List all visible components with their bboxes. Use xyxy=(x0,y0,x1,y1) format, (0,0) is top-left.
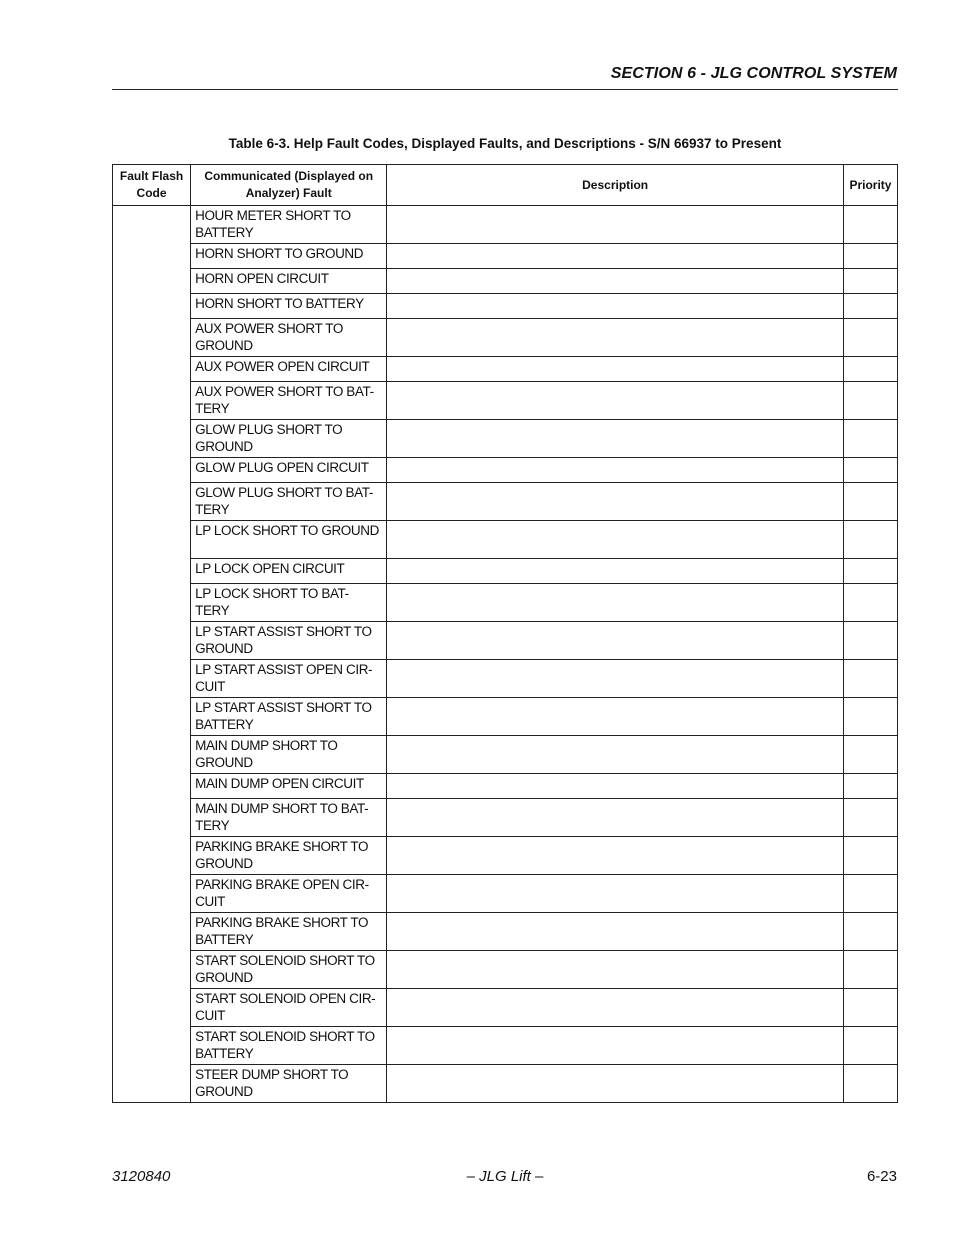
description-cell xyxy=(387,989,844,1027)
priority-cell xyxy=(843,458,897,483)
communicated-fault-cell: HORN SHORT TO BATTERY xyxy=(191,294,387,319)
description-cell xyxy=(387,206,844,244)
communicated-fault-cell: STEER DUMP SHORT TO GROUND xyxy=(191,1065,387,1103)
description-cell xyxy=(387,244,844,269)
table-row xyxy=(113,951,898,989)
communicated-fault-cell: HOUR METER SHORT TO BATTERY xyxy=(191,206,387,244)
table-row xyxy=(113,799,898,837)
priority-cell xyxy=(843,913,897,951)
table-row xyxy=(113,875,898,913)
description-cell xyxy=(387,420,844,458)
description-cell xyxy=(387,382,844,420)
description-cell xyxy=(387,875,844,913)
priority-cell xyxy=(843,244,897,269)
table-row xyxy=(113,420,898,458)
priority-cell xyxy=(843,420,897,458)
communicated-fault-cell: MAIN DUMP OPEN CIRCUIT xyxy=(191,774,387,799)
communicated-fault-cell: LP LOCK SHORT TO GROUND xyxy=(191,521,387,559)
description-cell xyxy=(387,269,844,294)
description-cell xyxy=(387,521,844,559)
description-cell xyxy=(387,622,844,660)
table-row xyxy=(113,206,898,244)
table-row xyxy=(113,269,898,294)
priority-cell xyxy=(843,951,897,989)
communicated-fault-cell: GLOW PLUG OPEN CIRCUIT xyxy=(191,458,387,483)
priority-cell xyxy=(843,698,897,736)
table-header-row xyxy=(113,165,898,206)
table-row xyxy=(113,622,898,660)
table-row xyxy=(113,989,898,1027)
description-cell xyxy=(387,951,844,989)
table-row xyxy=(113,521,898,559)
table-row xyxy=(113,736,898,774)
priority-cell xyxy=(843,382,897,420)
description-cell xyxy=(387,774,844,799)
communicated-fault-cell: START SOLENOID OPEN CIR-CUIT xyxy=(191,989,387,1027)
table-body xyxy=(113,206,898,1103)
priority-cell xyxy=(843,584,897,622)
table-title: Table 6-3. Help Fault Codes, Displayed Faults, and Descriptions - S/N 66937 to Present xyxy=(228,136,782,151)
table-row xyxy=(113,584,898,622)
communicated-fault-cell: HORN OPEN CIRCUIT xyxy=(191,269,387,294)
description-cell xyxy=(387,837,844,875)
priority-cell xyxy=(843,521,897,559)
description-cell xyxy=(387,357,844,382)
priority-cell xyxy=(843,736,897,774)
priority-cell xyxy=(843,1065,897,1103)
description-cell xyxy=(387,294,844,319)
priority-cell xyxy=(843,206,897,244)
priority-cell xyxy=(843,319,897,357)
priority-cell xyxy=(843,559,897,584)
priority-cell xyxy=(843,837,897,875)
communicated-fault-cell: LP LOCK SHORT TO BAT-TERY xyxy=(191,584,387,622)
page-number: 6-23 xyxy=(866,1168,897,1185)
column-header-description: Description xyxy=(387,165,844,206)
communicated-fault-cell: AUX POWER SHORT TO BAT-TERY xyxy=(191,382,387,420)
communicated-fault-cell: MAIN DUMP SHORT TO GROUND xyxy=(191,736,387,774)
table-row xyxy=(113,698,898,736)
description-cell xyxy=(387,584,844,622)
table-row xyxy=(113,294,898,319)
communicated-fault-cell: HORN SHORT TO GROUND xyxy=(191,244,387,269)
communicated-fault-cell: PARKING BRAKE SHORT TO GROUND xyxy=(191,837,387,875)
priority-cell xyxy=(843,989,897,1027)
priority-cell xyxy=(843,269,897,294)
priority-cell xyxy=(843,1027,897,1065)
description-cell xyxy=(387,483,844,521)
table-row xyxy=(113,837,898,875)
priority-cell xyxy=(843,294,897,319)
description-cell xyxy=(387,458,844,483)
table-row xyxy=(113,382,898,420)
table-row xyxy=(113,660,898,698)
document-number: 3120840 xyxy=(112,1168,171,1185)
priority-cell xyxy=(843,799,897,837)
column-header-communicated-fault: Communicated (Displayed on Analyzer) Fault xyxy=(191,165,387,206)
communicated-fault-cell: START SOLENOID SHORT TO BATTERY xyxy=(191,1027,387,1065)
description-cell xyxy=(387,1027,844,1065)
header-divider xyxy=(112,89,898,90)
table-row xyxy=(113,244,898,269)
table-row xyxy=(113,774,898,799)
communicated-fault-cell: PARKING BRAKE OPEN CIR-CUIT xyxy=(191,875,387,913)
communicated-fault-cell: MAIN DUMP SHORT TO BAT-TERY xyxy=(191,799,387,837)
fault-flash-code-cell xyxy=(113,206,191,1103)
table-row xyxy=(113,483,898,521)
column-header-fault-flash-code: Fault Flash Code xyxy=(113,165,191,206)
table-row xyxy=(113,913,898,951)
priority-cell xyxy=(843,622,897,660)
table-row xyxy=(113,559,898,584)
communicated-fault-cell: AUX POWER OPEN CIRCUIT xyxy=(191,357,387,382)
fault-codes-table xyxy=(112,164,898,1103)
description-cell xyxy=(387,319,844,357)
description-cell xyxy=(387,559,844,584)
description-cell xyxy=(387,736,844,774)
priority-cell xyxy=(843,875,897,913)
table-row xyxy=(113,319,898,357)
description-cell xyxy=(387,1065,844,1103)
description-cell xyxy=(387,913,844,951)
priority-cell xyxy=(843,357,897,382)
communicated-fault-cell: LP LOCK OPEN CIRCUIT xyxy=(191,559,387,584)
table-row xyxy=(113,1027,898,1065)
priority-cell xyxy=(843,660,897,698)
section-title: SECTION 6 - JLG CONTROL SYSTEM xyxy=(610,65,897,82)
table-row xyxy=(113,458,898,483)
column-header-priority: Priority xyxy=(843,165,897,206)
description-cell xyxy=(387,660,844,698)
communicated-fault-cell: PARKING BRAKE SHORT TO BATTERY xyxy=(191,913,387,951)
communicated-fault-cell: AUX POWER SHORT TO GROUND xyxy=(191,319,387,357)
priority-cell xyxy=(843,774,897,799)
communicated-fault-cell: LP START ASSIST OPEN CIR-CUIT xyxy=(191,660,387,698)
communicated-fault-cell: LP START ASSIST SHORT TO BATTERY xyxy=(191,698,387,736)
communicated-fault-cell: GLOW PLUG SHORT TO BAT-TERY xyxy=(191,483,387,521)
table-row xyxy=(113,1065,898,1103)
footer-brand: – JLG Lift – xyxy=(466,1168,544,1185)
table-row xyxy=(113,357,898,382)
priority-cell xyxy=(843,483,897,521)
communicated-fault-cell: GLOW PLUG SHORT TO GROUND xyxy=(191,420,387,458)
description-cell xyxy=(387,698,844,736)
communicated-fault-cell: LP START ASSIST SHORT TO GROUND xyxy=(191,622,387,660)
communicated-fault-cell: START SOLENOID SHORT TO GROUND xyxy=(191,951,387,989)
description-cell xyxy=(387,799,844,837)
